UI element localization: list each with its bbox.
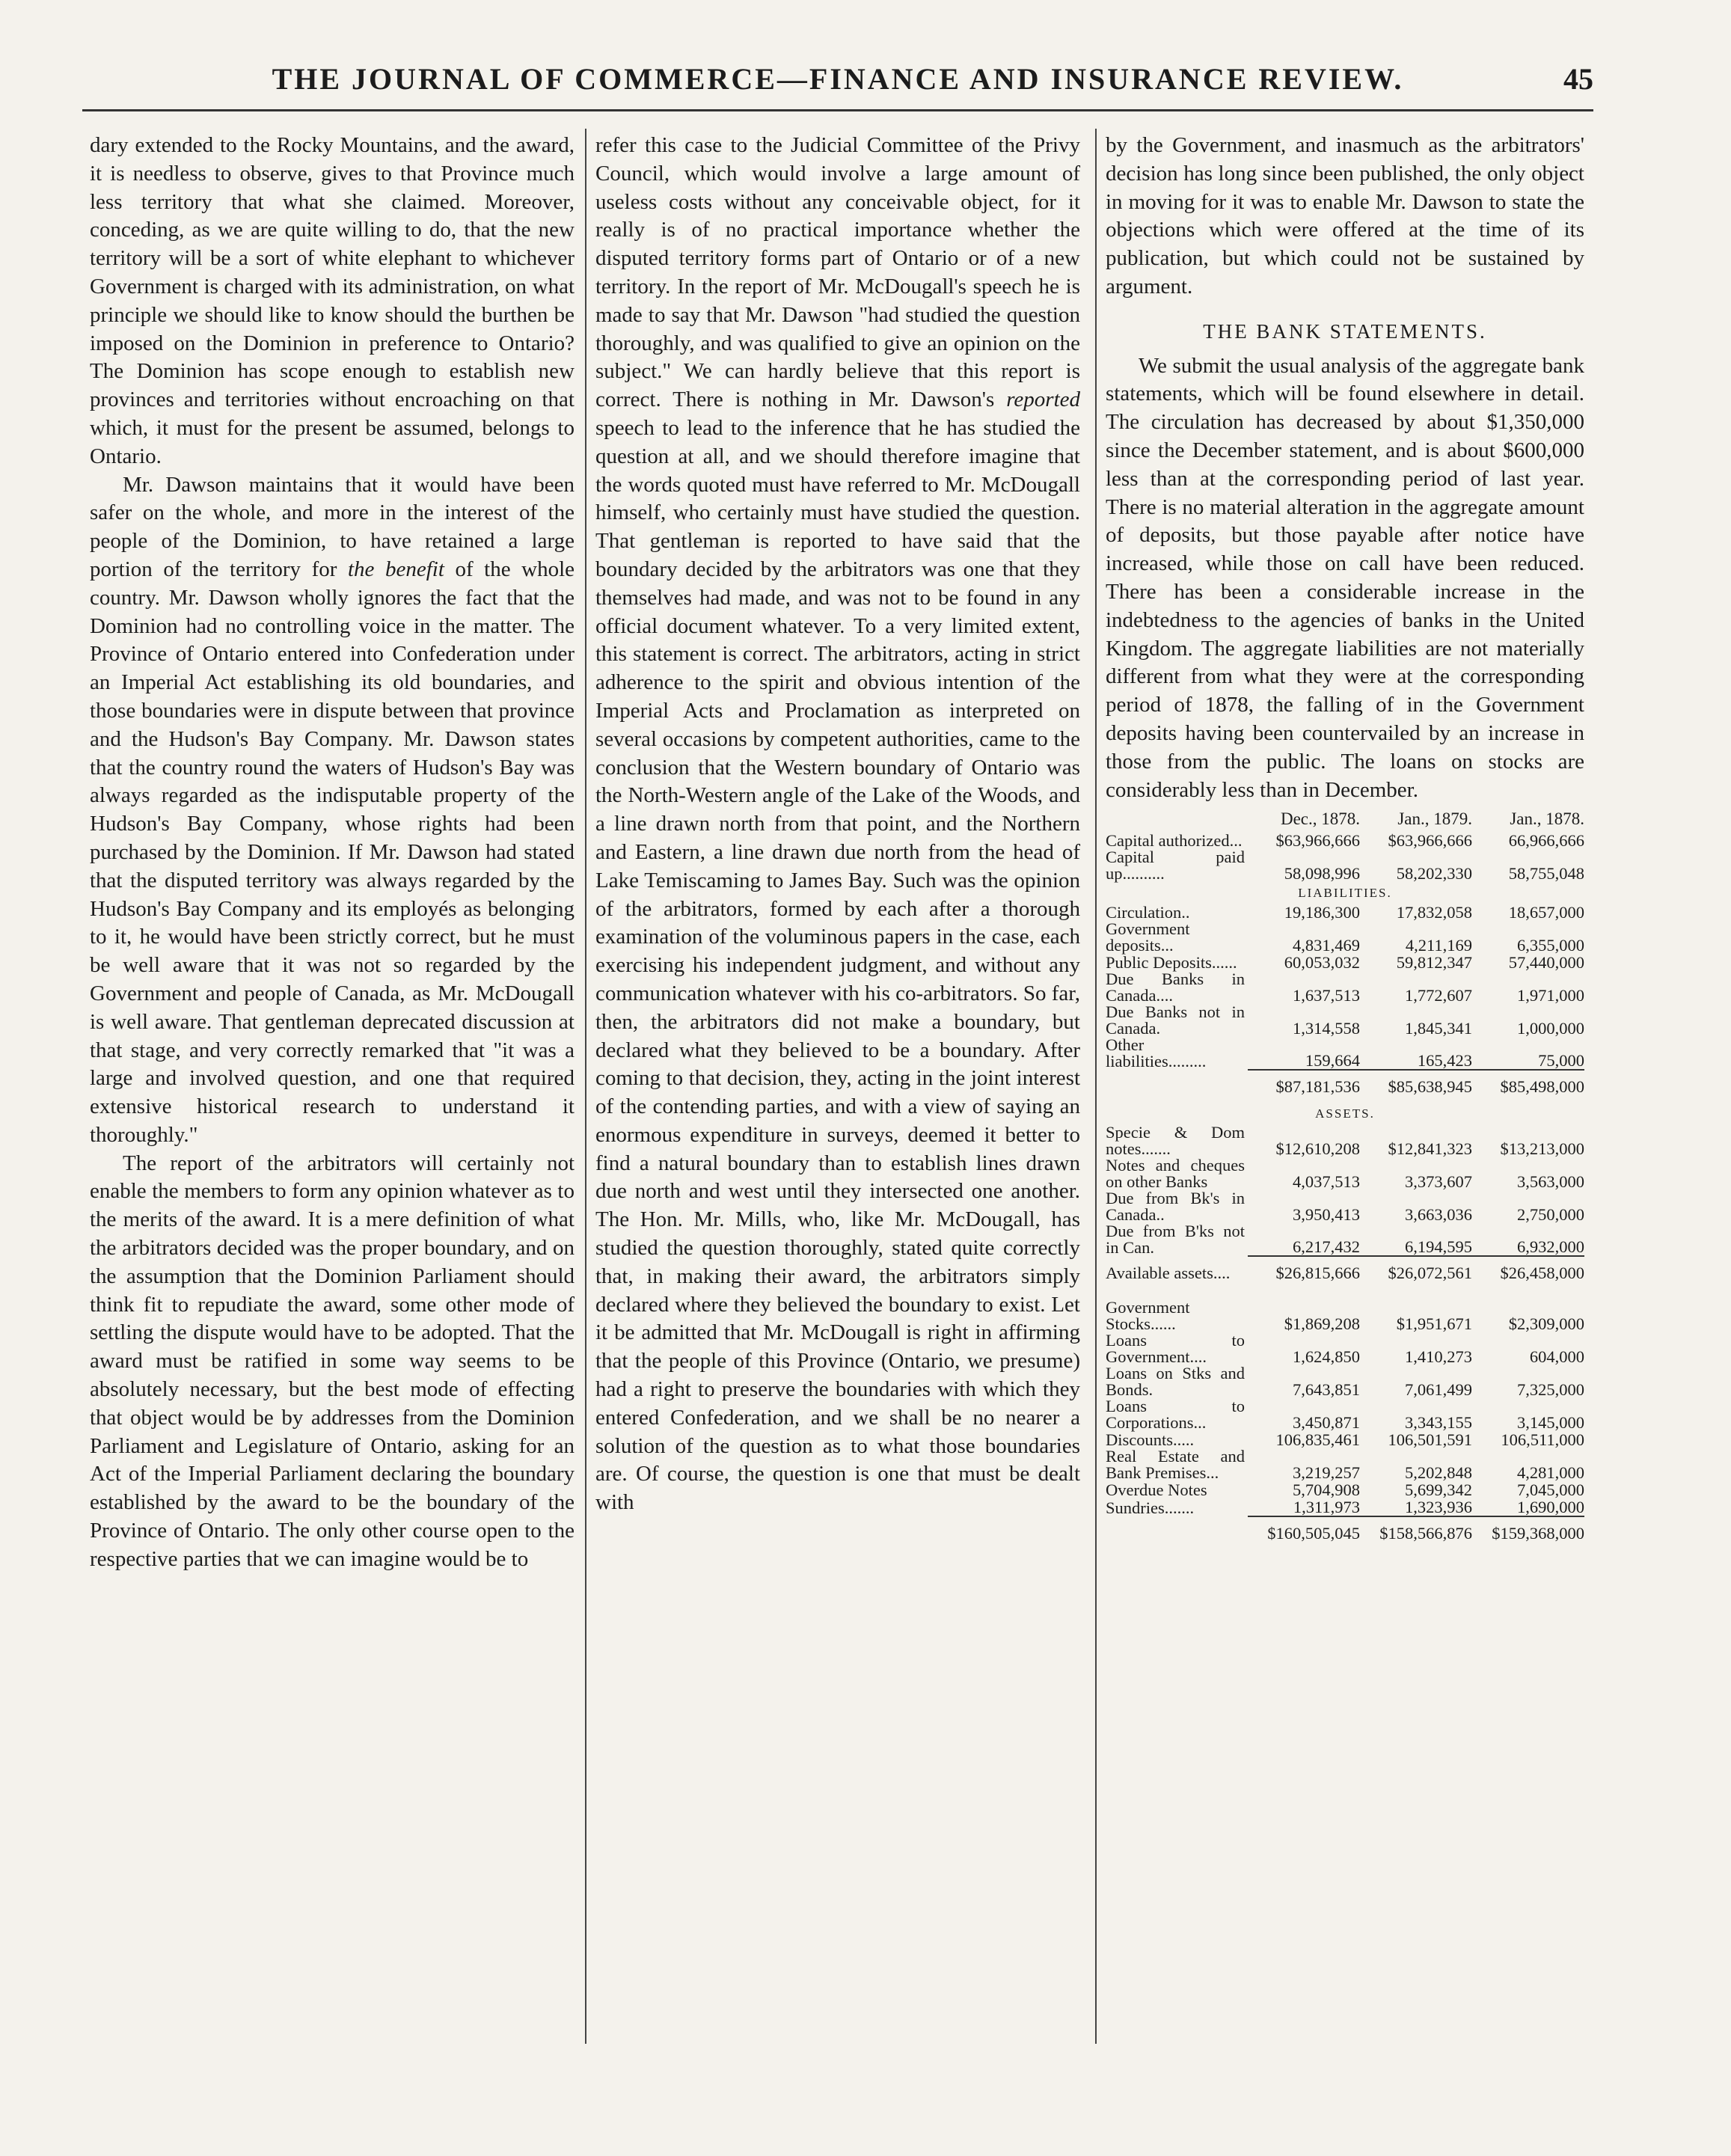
cell-value: $12,841,323 [1388,1139,1472,1159]
row-label: Circulation.. [1106,903,1190,922]
column-3-paragraph-1: by the Government, and inasmuch as the arbitrators' decision has long since been published, the only object in moving for it was to enable Mr. Dawson to state the objections which were offered at the time of its publication, but which could not be sustained by argument. [1106,133,1584,298]
table-row [1106,1004,1584,1037]
header-blank [1106,810,1248,832]
cell-value: 1,624,850 [1293,1347,1360,1367]
table-row [1106,1124,1584,1157]
column-1-paragraph-3: The report of the arbitrators will certainly not enable the members to form any opinion whatever as to the merits of the award. It is a mere definition of what the arbitrators decided was the proper boundary, and on the assumption that the Dominion Parliament should think fit to repudiate the award, some other mode of settling the dispute would have to be adopted. That the award must be ratified in some way seems to be absolutely necessary, but the best mode of effecting that object would be by addresses from the Dominion Parliament and Legislature of Ontario, asking for an Act of the Imperial Parliament declaring the boundary established by the award to be the boundary of the Province of Ontario. The only other course open to the respective parties that we can imagine would be to [90,1151,575,1571]
column-1 [90,132,575,1574]
assets-heading [1106,1103,1584,1124]
cell-value: 3,663,036 [1405,1205,1472,1225]
cell-value: $85,638,945 [1360,1070,1472,1103]
row-label: Capital authorized... [1106,831,1243,851]
cell-value: 3,950,413 [1293,1205,1360,1225]
cell-value: 1,410,273 [1405,1347,1472,1367]
column-3-paragraph-2: We submit the usual analysis of the aggregate bank statements, which will be found elsewhere in detail. The circulation has decreased by about $1,350,000 since the December statement, and is about $600,000 less than at the corresponding period of last year. There is no material alteration in the aggregate amount of deposits, but those payable after notice have increased, while those on call have been reduced. There has been a considerable increase in the indebtedness to the agencies of banks in the United Kingdom. The aggregate liabilities are not materially different from what they were at the corresponding period of 1878, the falling of in the Government deposits having been countervailed by an increase in those from the public. The loans on stocks are considerably less than in December. [1106,353,1584,802]
cell-value: 6,932,000 [1517,1237,1584,1257]
row-label: Capital paid up.......... [1106,848,1245,883]
cell-value: 1,000,000 [1517,1019,1584,1038]
row-label: Due Banks not in Canada. [1106,1002,1245,1038]
table-row [1106,1365,1584,1398]
table-row [1106,849,1584,882]
page-number: 45 [1563,62,1593,96]
table-row [1106,1448,1584,1481]
cell-value: 7,045,000 [1517,1480,1584,1500]
cell-value: 7,061,499 [1405,1380,1472,1400]
cell-value: $26,815,666 [1248,1256,1360,1289]
cell-value: 106,835,461 [1275,1430,1360,1450]
row-label: Available assets.... [1106,1264,1231,1283]
row-label: Due from Bk's in Canada.. [1106,1189,1245,1225]
row-label: Specie & Dom notes....... [1106,1123,1245,1159]
cell-value: $26,458,000 [1472,1256,1584,1289]
row-label: Government deposits... [1106,919,1190,955]
table-row [1106,1481,1584,1498]
row-label: Government Stocks...... [1106,1298,1190,1334]
cell-value: 3,343,155 [1405,1413,1472,1433]
row-label: Discounts..... [1106,1430,1195,1450]
cell-value: 5,699,342 [1405,1480,1472,1500]
cell-value: $85,498,000 [1472,1070,1584,1103]
cell-value: $63,966,666 [1388,831,1472,851]
cell-value: 4,281,000 [1517,1463,1584,1483]
row-label [1106,1516,1248,1549]
cell-value: 159,664 [1305,1051,1360,1071]
column-header: Jan., 1879. [1397,809,1472,829]
cell-value: 1,971,000 [1517,986,1584,1005]
header-rule [82,109,1593,111]
cell-value: 106,501,591 [1388,1430,1472,1450]
section-heading: LIABILITIES. [1298,886,1392,901]
grand-total-row [1106,1516,1584,1549]
column-divider-1 [585,129,586,2044]
italic-phrase: the benefit [347,557,444,581]
cell-value: $1,869,208 [1284,1314,1360,1334]
cell-value: 58,755,048 [1508,864,1584,883]
cell-value: 7,643,851 [1293,1380,1360,1400]
cell-value: $13,213,000 [1500,1139,1584,1159]
row-label [1106,1070,1248,1103]
cell-value: $12,610,208 [1275,1139,1360,1159]
cell-value: 3,563,000 [1517,1172,1584,1192]
cell-value: 5,202,848 [1405,1463,1472,1483]
cell-value: 4,831,469 [1293,936,1360,955]
cell-value: 58,098,996 [1284,864,1360,883]
table-row [1106,921,1584,954]
cell-value: 1,690,000 [1517,1498,1584,1517]
row-label: Due from B'ks not in Can. [1106,1222,1245,1258]
cell-value: 1,314,558 [1293,1019,1360,1038]
cell-value: 66,966,666 [1508,831,1584,851]
table-row [1106,1431,1584,1448]
cell-value: 58,202,330 [1396,864,1472,883]
table-header-row [1106,810,1584,832]
cell-value: $1,951,671 [1396,1314,1472,1334]
cell-value: 1,772,607 [1405,986,1472,1005]
italic-word: reported [1006,388,1080,412]
table-row [1106,1223,1584,1256]
row-label: Other liabilities......... [1106,1035,1207,1071]
row-label: Overdue Notes [1106,1480,1207,1500]
row-label: Notes and cheques on other Banks [1106,1156,1245,1192]
cell-value: $158,566,876 [1360,1516,1472,1549]
table-row [1106,1332,1584,1365]
cell-value: 57,440,000 [1508,953,1584,973]
cell-value: 18,657,000 [1508,903,1584,922]
journal-title: THE JOURNAL OF COMMERCE—FINANCE AND INSURANCE REVIEW. [272,62,1404,96]
row-label: Due Banks in Canada.... [1106,970,1245,1005]
cell-value: 3,373,607 [1405,1172,1472,1192]
cell-value: 75,000 [1538,1051,1584,1071]
cell-value: 4,037,513 [1293,1172,1360,1192]
cell-value: 1,323,936 [1405,1498,1472,1517]
cell-value: $87,181,536 [1248,1070,1360,1103]
table-row [1106,904,1584,921]
cell-value: 7,325,000 [1517,1380,1584,1400]
cell-value: 60,053,032 [1284,953,1360,973]
column-2-paragraph-1: refer this case to the Judicial Committee of the Privy Council, which would involve a large amount of useless costs without any conceivable object, for it really is of no practical importance whether the disputed territory forms part of Ontario or of a new territory. In the report of Mr. McDougall's speech he is made to say that Mr. Dawson "had studied the question thoroughly, and was qualified to give an opinion on the subject." We can hardly believe that this report is correct. There is nothing in Mr. Dawson's reported speech to lead to the inference that he has studied the question at all, and we should therefore imagine that the words quoted must have referred to Mr. McDougall himself, who certainly must have studied the question. That gentleman is reported to have said that the boundary decided by the arbitrators was one that they themselves had made, and was not to be found in any official document whatever. To a very limited extent, this statement is correct. The arbitrators, acting in strict adherence to the spirit and obvious intention of the Imperial Acts and Proclamation as interpreted on several occasions by competent authorities, came to the conclusion that the Western boundary of Ontario was the North-Western angle of the Lake of the Woods, and a line drawn north from that point, and the Northern and Eastern, a line drawn due north from the head of Lake Temiscaming to James Bay. Such was the opinion of the arbitrators, formed by each after a thorough examination of the voluminous papers in the case, each exercising his independent judgment, and without any communication whatever with his co-arbitrators. So far, then, the arbitrators did not make a boundary, but declared what they believed to be a boundary. After coming to that decision, they, acting in the joint interest of the contending parties, and with a view of saying an enormous expenditure in surveys, deemed it better to find a natural boundary than to establish lines drawn due north and west until they intersected one another. The Hon. Mr. Mills, who, like Mr. McDougall, has studied the question thoroughly, stated quite correctly that, in making their award, the arbitrators simply declared where they believed the boundary to exist. Let it be admitted that Mr. McDougall is right in affirming that the people of this Province (Ontario, we presume) had a right to preserve the boundaries with which they entered Confederation, and we shall be no nearer a solution of the question as to what those boundaries are. Of course, the question is one that must be dealt with [595,133,1080,1515]
cell-value: 5,704,908 [1293,1480,1360,1500]
row-label: Loans to Government.... [1106,1331,1245,1367]
cell-value: $159,368,000 [1472,1516,1584,1549]
cell-value: 106,511,000 [1501,1430,1584,1450]
cell-value: $63,966,666 [1275,831,1360,851]
table-row [1106,954,1584,971]
cell-value: 6,217,432 [1293,1237,1360,1257]
column-header: Dec., 1878. [1280,809,1360,829]
cell-value: 6,194,595 [1405,1237,1472,1257]
table-row [1106,1157,1584,1190]
cell-value: 165,423 [1417,1051,1472,1071]
cell-value: 3,145,000 [1517,1413,1584,1433]
column-3 [1106,132,1584,1549]
column-1-paragraph-2: Mr. Dawson maintains that it would have been safer on the whole, and more in the interest of the people of the Dominion, to have retained a large portion of the territory for the benefit of the whole country. Mr. Dawson wholly ignores the fact that the Dominion had no controlling voice in the matter. The Province of Ontario entered into Confederation under an Imperial Act establishing its old boundaries, and those boundaries were in dispute between that province and the Hudson's Bay Company. Mr. Dawson states that the country round the waters of Hudson's Bay was always regarded as the indisputable property of the Hudson's Bay Company, whose rights had been purchased by the Dominion. If Mr. Dawson had stated that the disputed territory was always regarded by the Hudson's Bay Company and its employés as belonging to it, he would have been strictly correct, but he must be well aware that it was not so regarded by the Government and people of Canada, as Mr. McDougall is well aware. That gentleman deprecated discussion at that stage, and very correctly remarked that "it was a large and involved question, and one that required extensive historical research to understand it thoroughly." [90,472,575,1147]
table-row [1106,1498,1584,1516]
cell-value: 604,000 [1529,1347,1584,1367]
cell-value: 4,211,169 [1405,936,1472,955]
liabilities-total-row [1106,1070,1584,1103]
row-label: Loans on Stks and Bonds. [1106,1364,1245,1400]
table-row [1106,1299,1584,1332]
cell-value: 1,311,973 [1293,1498,1360,1517]
cell-value: 59,812,347 [1396,953,1472,973]
available-assets-row [1106,1256,1584,1289]
page-header [82,61,1593,103]
row-label: Real Estate and Bank Premises... [1106,1447,1245,1483]
column-divider-2 [1095,129,1097,2044]
column-header: Jan., 1878. [1510,809,1584,829]
cell-value: $26,072,561 [1360,1256,1472,1289]
cell-value: 1,845,341 [1405,1019,1472,1038]
table-row [1106,971,1584,1004]
cell-value: $160,505,045 [1248,1516,1360,1549]
table-row [1106,832,1584,849]
cell-value: 19,186,300 [1284,903,1360,922]
liabilities-heading [1106,882,1584,904]
row-label: Sundries....... [1106,1498,1195,1518]
table-row [1106,1398,1584,1431]
row-label: Public Deposits...... [1106,953,1237,973]
row-label: Loans to Corporations... [1106,1397,1245,1433]
cell-value: 3,450,871 [1293,1413,1360,1433]
cell-value: 2,750,000 [1517,1205,1584,1225]
bank-statement-table [1106,810,1584,1549]
cell-value: 3,219,257 [1293,1463,1360,1483]
cell-value: $2,309,000 [1508,1314,1584,1334]
column-1-paragraph-1: dary extended to the Rocky Mountains, and the award, it is needless to observe, gives to that Province much less territory that what she claimed. Moreover, conceding, as we are quite willing to do, that the new territory will be a sort of white elephant to whichever Government is charged with its administration, on what principle we should like to know should the burthen be imposed on the Dominion in preference to Ontario? The Dominion has scope enough to establish new provinces and territories without encroaching on that which, it must for the present be assumed, belongs to Ontario. [90,133,575,468]
section-heading: ASSETS. [1315,1106,1375,1121]
cell-value: 1,637,513 [1293,986,1360,1005]
cell-value: 6,355,000 [1517,936,1584,955]
table-row [1106,1037,1584,1070]
table-row [1106,1190,1584,1223]
cell-value: 17,832,058 [1396,903,1472,922]
column-2 [595,132,1080,1517]
section-title: THE BANK STATEMENTS. [1203,319,1487,343]
